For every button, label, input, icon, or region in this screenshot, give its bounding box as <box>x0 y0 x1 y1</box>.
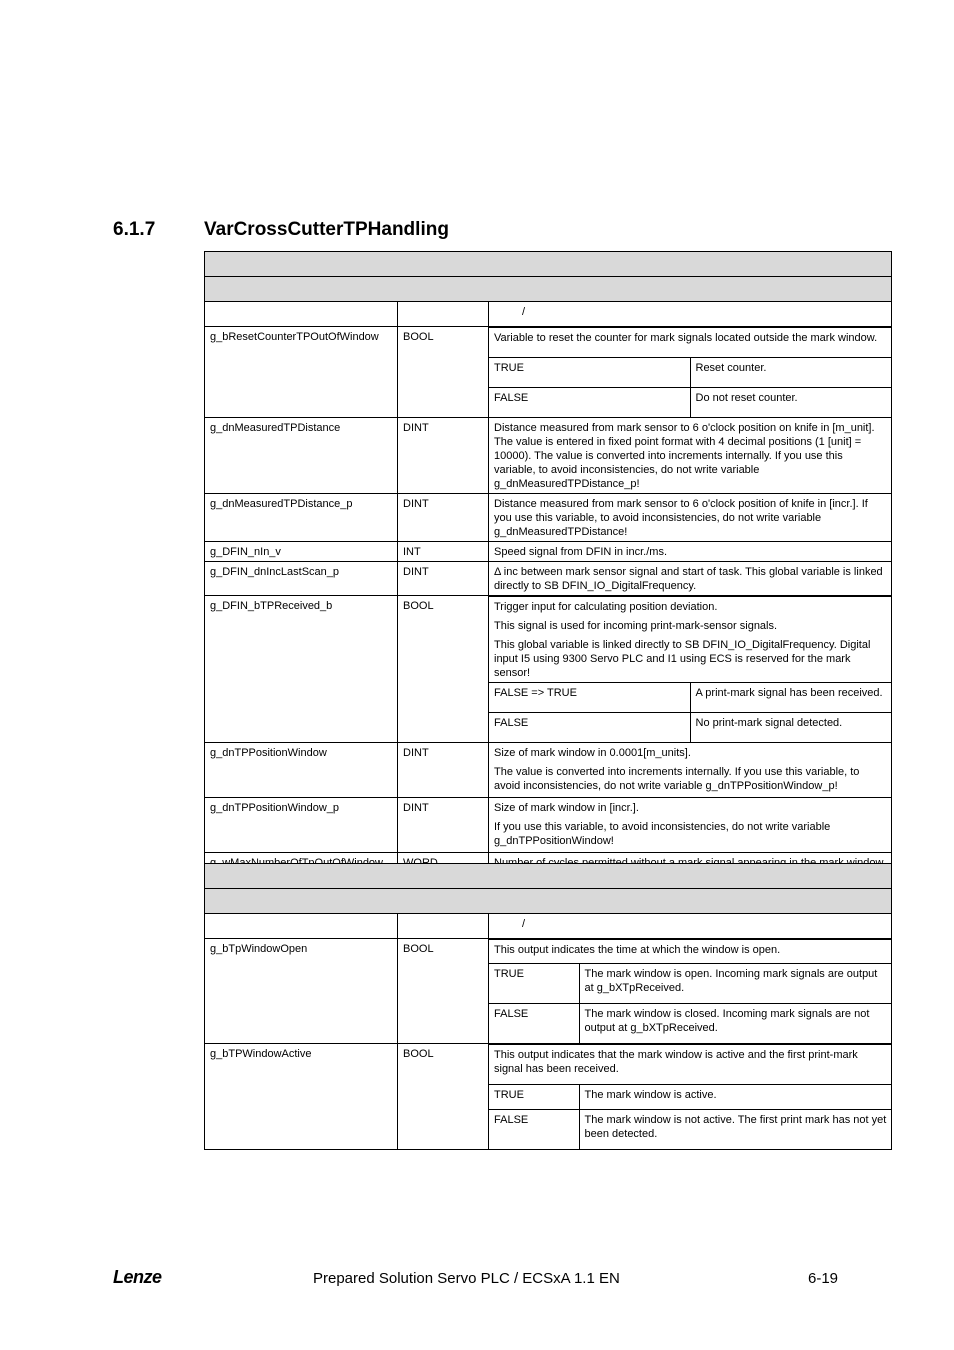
column-header-row <box>205 302 892 327</box>
column-header-cell <box>398 914 489 939</box>
description-cell <box>489 798 892 853</box>
value: TRUE <box>489 964 579 1004</box>
value-meaning: The mark window is closed. Incoming mark signals are not output at g_bXTpReceived. <box>579 1004 892 1044</box>
value-meaning: The mark window is active. <box>579 1085 892 1110</box>
variable-name: g_dnTPPositionWindow_p <box>205 798 398 853</box>
description-text: This signal is used for incoming print-mark-sensor signals. <box>494 620 778 632</box>
header-cell <box>205 277 892 302</box>
description-text: Size of mark window in 0.0001[m_units]. <box>494 747 691 759</box>
value-subtable <box>489 596 892 742</box>
table-row <box>205 1044 892 1150</box>
value-row <box>489 358 892 388</box>
description-cell <box>489 743 892 798</box>
description-cell <box>489 494 892 542</box>
column-header-cell <box>205 914 398 939</box>
table-row <box>205 418 892 494</box>
value: TRUE <box>489 1085 579 1110</box>
variable-name: g_dnMeasuredTPDistance_p <box>205 494 398 542</box>
variable-name: g_DFIN_bTPReceived_b <box>205 596 398 743</box>
data-type: DINT <box>398 798 489 853</box>
outputs-table <box>204 863 892 1150</box>
description-cell <box>489 1044 892 1150</box>
data-type: BOOL <box>398 939 489 1044</box>
column-header-cell <box>398 302 489 327</box>
value-meaning: The mark window is not active. The first print mark has not yet been detected. <box>579 1110 892 1150</box>
section-title: VarCrossCutterTPHandling <box>204 219 449 240</box>
header-row <box>205 277 892 302</box>
table-row <box>205 939 892 1044</box>
header-row <box>205 889 892 914</box>
description-cell <box>489 562 892 596</box>
column-header-cell <box>489 914 892 939</box>
description-text: Δ inc between mark sensor signal and start of task. This global variable is linked directly to SB DFIN_IO_DigitalFrequency. <box>494 566 883 592</box>
value-row <box>489 388 892 418</box>
description-cell <box>489 418 892 494</box>
description-text: This output indicates the time at which the window is open. <box>494 944 781 956</box>
description-text: The value is converted into increments internally. If you use this variable, to avoid inconsistencies, do not write variable g_dnTPPositionWindow_p! <box>494 766 860 792</box>
variable-name: g_DFIN_nIn_v <box>205 542 398 562</box>
description-text: This global variable is linked directly to SB DFIN_IO_DigitalFrequency. Digital input I5 using 9300 Servo PLC and I1 using ECS is reserved for the mark sensor! <box>494 639 871 679</box>
description-cell <box>489 939 892 1044</box>
value-meaning: No print-mark signal detected. <box>690 713 892 743</box>
section-number: 6.1.7 <box>113 219 156 240</box>
variable-name: g_dnMeasuredTPDistance <box>205 418 398 494</box>
value-subtable <box>489 939 892 1043</box>
data-type: DINT <box>398 743 489 798</box>
section-heading <box>113 219 449 241</box>
lenze-logo: Lenze <box>113 1267 162 1287</box>
data-type: BOOL <box>398 327 489 418</box>
table-row <box>205 494 892 542</box>
description-text: Size of mark window in [incr.]. <box>494 802 639 814</box>
variable-name: g_bTPWindowActive <box>205 1044 398 1150</box>
description <box>489 1045 892 1085</box>
data-type: BOOL <box>398 1044 489 1150</box>
description <box>489 940 892 964</box>
value-row <box>489 713 892 743</box>
value: FALSE <box>489 713 690 743</box>
value: FALSE <box>489 1004 579 1044</box>
header-cell <box>205 889 892 914</box>
column-header-cell <box>205 302 398 327</box>
table-row <box>205 596 892 743</box>
data-type: BOOL <box>398 596 489 743</box>
inputs-table <box>204 251 892 887</box>
description-text: Distance measured from mark sensor to 6 o'clock position on knife in [m_unit]. The value is entered in fixed point format with 4 decimal positions (1 [unit] = 10000). The value is converted into increments internally. If you use this variable, to avoid inconsistencies, do not write variable g_dnMeasuredTPDistance_p! <box>494 422 875 490</box>
table-row <box>205 798 892 853</box>
description-cell <box>489 327 892 418</box>
variable-name: g_bResetCounterTPOutOfWindow <box>205 327 398 418</box>
value-subtable <box>489 1044 892 1149</box>
description-text: Speed signal from DFIN in incr./ms. <box>494 546 668 558</box>
value-meaning: Reset counter. <box>690 358 892 388</box>
description-text: Trigger input for calculating position deviation. <box>494 601 718 613</box>
description-cell <box>489 596 892 743</box>
value: FALSE <box>489 1110 579 1150</box>
description-text: Distance measured from mark sensor to 6 o'clock position of knife in [incr.]. If you use this variable, to avoid inconsistencies, do not write variable g_dnMeasuredTPDistance! <box>494 498 868 538</box>
data-type: INT <box>398 542 489 562</box>
data-type: DINT <box>398 418 489 494</box>
column-header-cell <box>489 302 892 327</box>
data-type: DINT <box>398 494 489 542</box>
column-header-row <box>205 914 892 939</box>
header-slash: / <box>522 306 526 318</box>
value-row <box>489 964 892 1004</box>
description-text: Variable to reset the counter for mark signals located outside the mark window. <box>494 332 878 344</box>
description-cell <box>489 542 892 562</box>
value-row <box>489 1085 892 1110</box>
value-row <box>489 1004 892 1044</box>
value-subtable <box>489 327 892 417</box>
data-type: DINT <box>398 562 489 596</box>
footer-document-title: Prepared Solution Servo PLC / ECSxA 1.1 EN <box>313 1270 620 1287</box>
table-row <box>205 327 892 418</box>
value: TRUE <box>489 358 690 388</box>
variable-name: g_bTpWindowOpen <box>205 939 398 1044</box>
header-cell <box>205 864 892 889</box>
table-row <box>205 542 892 562</box>
value-meaning: Do not reset counter. <box>690 388 892 418</box>
variable-name: g_dnTPPositionWindow <box>205 743 398 798</box>
value-meaning: The mark window is open. Incoming mark signals are output at g_bXTpReceived. <box>579 964 892 1004</box>
footer-page-number: 6-19 <box>808 1270 839 1287</box>
table-row <box>205 562 892 596</box>
value-row <box>489 1110 892 1150</box>
header-slash: / <box>522 918 526 930</box>
description-text: If you use this variable, to avoid inconsistencies, do not write variable g_dnTPPositionWindow! <box>494 821 831 847</box>
value-row <box>489 683 892 713</box>
description <box>489 328 892 358</box>
variable-name: g_DFIN_dnIncLastScan_p <box>205 562 398 596</box>
description-text: This output indicates that the mark window is active and the first print-mark signal has been received. <box>494 1049 858 1075</box>
table-row <box>205 743 892 798</box>
value-meaning: A print-mark signal has been received. <box>690 683 892 713</box>
value: FALSE <box>489 388 690 418</box>
value: FALSE => TRUE <box>489 683 690 713</box>
header-row <box>205 864 892 889</box>
description <box>489 597 892 683</box>
header-row <box>205 252 892 277</box>
header-cell <box>205 252 892 277</box>
